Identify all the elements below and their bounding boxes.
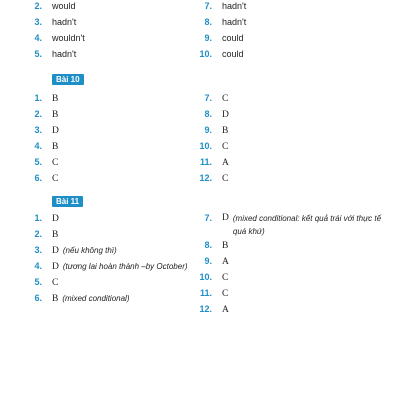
item-number: 4. xyxy=(34,141,42,151)
list-item xyxy=(20,1,76,13)
answer-letter: D xyxy=(52,262,59,272)
answer-note: (tương lai hoàn thành –by October) xyxy=(62,262,188,271)
answer-row xyxy=(20,173,58,185)
answer-letter: D xyxy=(222,213,229,223)
item-number: 12. xyxy=(199,173,212,183)
answer-row xyxy=(190,93,228,105)
list-item xyxy=(190,1,246,13)
answer-letter: D xyxy=(222,110,229,120)
item-number: 10. xyxy=(199,141,212,151)
answer-note: (mixed conditional) xyxy=(62,294,130,303)
item-number: 9. xyxy=(204,125,212,135)
answer-letter: C xyxy=(222,142,229,152)
answer-row xyxy=(20,229,58,241)
answer-letter: B xyxy=(52,142,59,152)
answer-letter: A xyxy=(222,257,229,267)
answer-letter: D xyxy=(52,214,59,224)
answer-letter: B xyxy=(52,230,59,240)
answer-row xyxy=(20,109,58,121)
item-number: 3. xyxy=(34,125,42,135)
item-number: 3. xyxy=(34,17,42,27)
item-number: 11. xyxy=(199,157,212,167)
answer-row xyxy=(20,93,58,105)
answer-letter: C xyxy=(52,158,59,168)
item-number: 7. xyxy=(204,213,212,223)
answer-row xyxy=(20,293,129,305)
item-number: 9. xyxy=(204,256,212,266)
item-number: 1. xyxy=(34,93,42,103)
answer-letter: C xyxy=(222,94,229,104)
answer-letter: C xyxy=(222,289,229,299)
answer-row xyxy=(20,125,59,137)
item-number: 6. xyxy=(34,173,42,183)
answer-letter: C xyxy=(52,278,59,288)
item-number: 5. xyxy=(34,277,42,287)
answer-row xyxy=(190,213,383,239)
item-number: 1. xyxy=(34,213,42,223)
answer-row xyxy=(190,256,229,268)
item-number: 8. xyxy=(204,17,212,27)
answer-letter: B xyxy=(52,110,59,120)
answer-row xyxy=(190,272,228,284)
answer-row xyxy=(190,141,228,153)
answer-row xyxy=(190,173,228,185)
item-number: 9. xyxy=(204,33,212,43)
answer-letter: C xyxy=(222,273,229,283)
item-number: 10. xyxy=(199,272,212,282)
section-heading-bai-10: Bài 10 xyxy=(52,74,84,85)
item-number: 4. xyxy=(34,33,42,43)
answer-row xyxy=(20,245,117,257)
item-text: hadn't xyxy=(222,1,247,11)
answer-row xyxy=(190,157,229,169)
item-number: 7. xyxy=(204,93,212,103)
answer-row xyxy=(20,213,59,225)
item-number: 5. xyxy=(34,157,42,167)
list-item xyxy=(20,49,76,61)
answer-letter: B xyxy=(222,241,229,251)
answer-row xyxy=(20,157,58,169)
item-number: 3. xyxy=(34,245,42,255)
answer-row xyxy=(190,240,228,252)
item-number: 2. xyxy=(34,109,42,119)
item-number: 2. xyxy=(34,229,42,239)
item-number: 8. xyxy=(204,109,212,119)
item-text: would xyxy=(52,1,76,11)
answer-letter: B xyxy=(52,94,59,104)
item-text: could xyxy=(222,49,244,59)
item-text: could xyxy=(222,33,244,43)
item-number: 8. xyxy=(204,240,212,250)
answer-row xyxy=(190,125,228,137)
item-number: 5. xyxy=(34,49,42,59)
answer-letter: B xyxy=(222,126,229,136)
list-item xyxy=(20,17,76,29)
answer-row xyxy=(20,277,58,289)
item-text: wouldn't xyxy=(52,33,85,43)
answer-letter: C xyxy=(52,174,59,184)
answer-letter: D xyxy=(52,246,59,256)
item-number: 12. xyxy=(199,304,212,314)
list-item xyxy=(190,17,246,29)
item-number: 4. xyxy=(34,261,42,271)
list-item xyxy=(190,33,244,45)
list-item xyxy=(190,49,244,61)
answer-note: (mixed conditional: kết quả trái với thực tế quá khứ) xyxy=(232,214,382,236)
item-text: hadn't xyxy=(52,17,77,27)
answer-letter: C xyxy=(222,174,229,184)
answer-letter: A xyxy=(222,305,229,315)
item-text: hadn't xyxy=(52,49,77,59)
item-number: 11. xyxy=(199,288,212,298)
item-number: 10. xyxy=(199,49,212,59)
answer-row xyxy=(190,288,228,300)
section-heading-bai-11: Bài 11 xyxy=(52,196,83,207)
answer-letter: D xyxy=(52,126,59,136)
item-number: 2. xyxy=(34,1,42,11)
answer-letter: A xyxy=(222,158,229,168)
answer-row xyxy=(190,304,229,316)
list-item xyxy=(20,33,85,45)
answer-row xyxy=(190,109,229,121)
item-number: 6. xyxy=(34,293,42,303)
answer-letter: B xyxy=(52,294,59,304)
answer-note: (nếu không thì) xyxy=(62,246,117,255)
answer-row xyxy=(20,261,188,273)
item-number: 7. xyxy=(204,1,212,11)
answer-row xyxy=(20,141,58,153)
item-text: hadn't xyxy=(222,17,247,27)
